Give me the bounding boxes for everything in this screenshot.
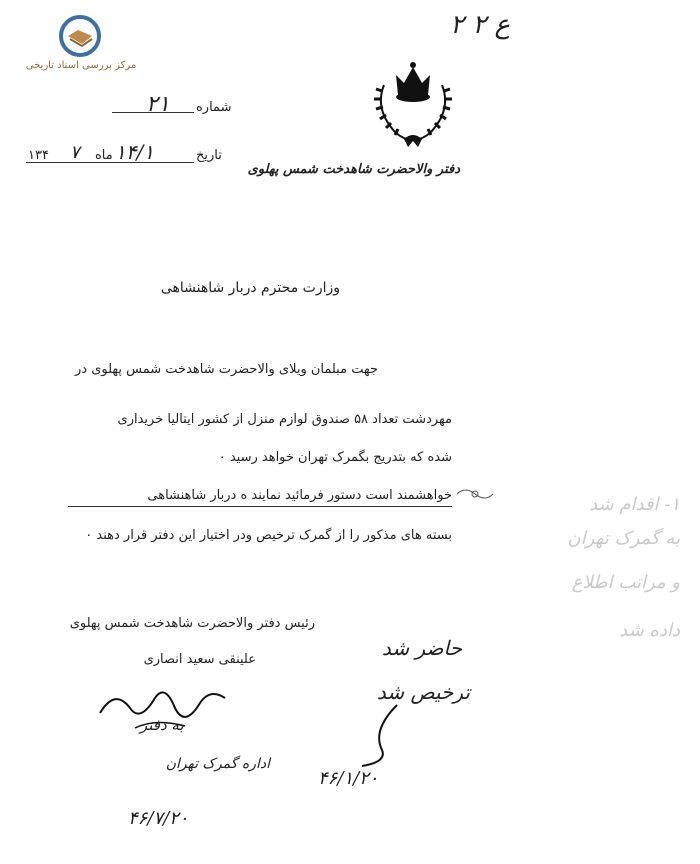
signature-title: رئیس دفتر والاحضرت شاهدخت شمس پهلوی — [69, 616, 315, 631]
royal-crest — [368, 55, 458, 150]
left-date: ۴۶/۷/۲۰ — [128, 808, 189, 829]
faint-note-1: ۱- اقدام شد — [589, 494, 680, 515]
date-underline — [26, 162, 194, 163]
right-date: ۴۶/۱/۲۰ — [318, 768, 379, 789]
body-line-2: مهردشت تعداد ۵۸ صندوق لوازم منزل از کشور ایتالیا خریداری — [117, 412, 452, 427]
body-line-1: جهت مبلمان ویلای والاحضرت شاهدخت شمس پهلوی در — [75, 362, 378, 377]
right-stroke — [352, 700, 402, 770]
body-line-5: بسته های مذکور را از گمرک ترخیص ودر اختیار این دفتر قرار دهند ۰ — [85, 528, 452, 543]
month-value: ۷ — [70, 142, 80, 163]
number-label: شماره — [196, 100, 232, 115]
faint-note-4: داده شد — [619, 620, 680, 641]
date-value: ۱۴/۱ — [115, 140, 154, 164]
number-value: ۲۱ — [146, 92, 170, 117]
faint-note-2: به گمرک تهران — [567, 528, 680, 549]
faint-note-3: و مراتب اطلاع — [571, 572, 680, 593]
number-underline — [112, 112, 194, 113]
body-line-4-underline — [68, 506, 452, 507]
recipient: وزارت محترم دربار شاهنشاهی — [160, 280, 340, 296]
body-line-4: خواهشمند است دستور فرمائید نمایند ه دربار شاهنشاهی — [147, 488, 452, 503]
month-label: ماه — [95, 148, 113, 163]
royal-crown-crest-icon — [368, 55, 458, 150]
body-line-3: شده که بتدریج بگمرک تهران خواهد رسید ۰ — [218, 450, 452, 465]
date-label: تاریخ — [196, 148, 222, 163]
signature-name: علینقی سعید انصاری — [143, 652, 256, 667]
office-name: دفتر والاحضرت شاهدخت شمس پهلوی — [247, 162, 460, 177]
left-note-2: اداره گمرک تهران — [165, 756, 270, 772]
archive-book-logo-icon — [58, 14, 102, 58]
margin-arrow — [455, 484, 495, 504]
corner-note: ۲ ع ۲ — [450, 10, 510, 40]
archive-logo — [58, 14, 102, 58]
archive-label: مرکز بررسی اسناد تاریخی — [25, 60, 137, 71]
year-value: ۱۳۴ — [28, 148, 49, 163]
left-note-1: به دفتر — [140, 716, 184, 734]
right-note-1: حاضر شد — [381, 636, 462, 660]
right-note-2: ترخیص شد — [376, 680, 470, 704]
